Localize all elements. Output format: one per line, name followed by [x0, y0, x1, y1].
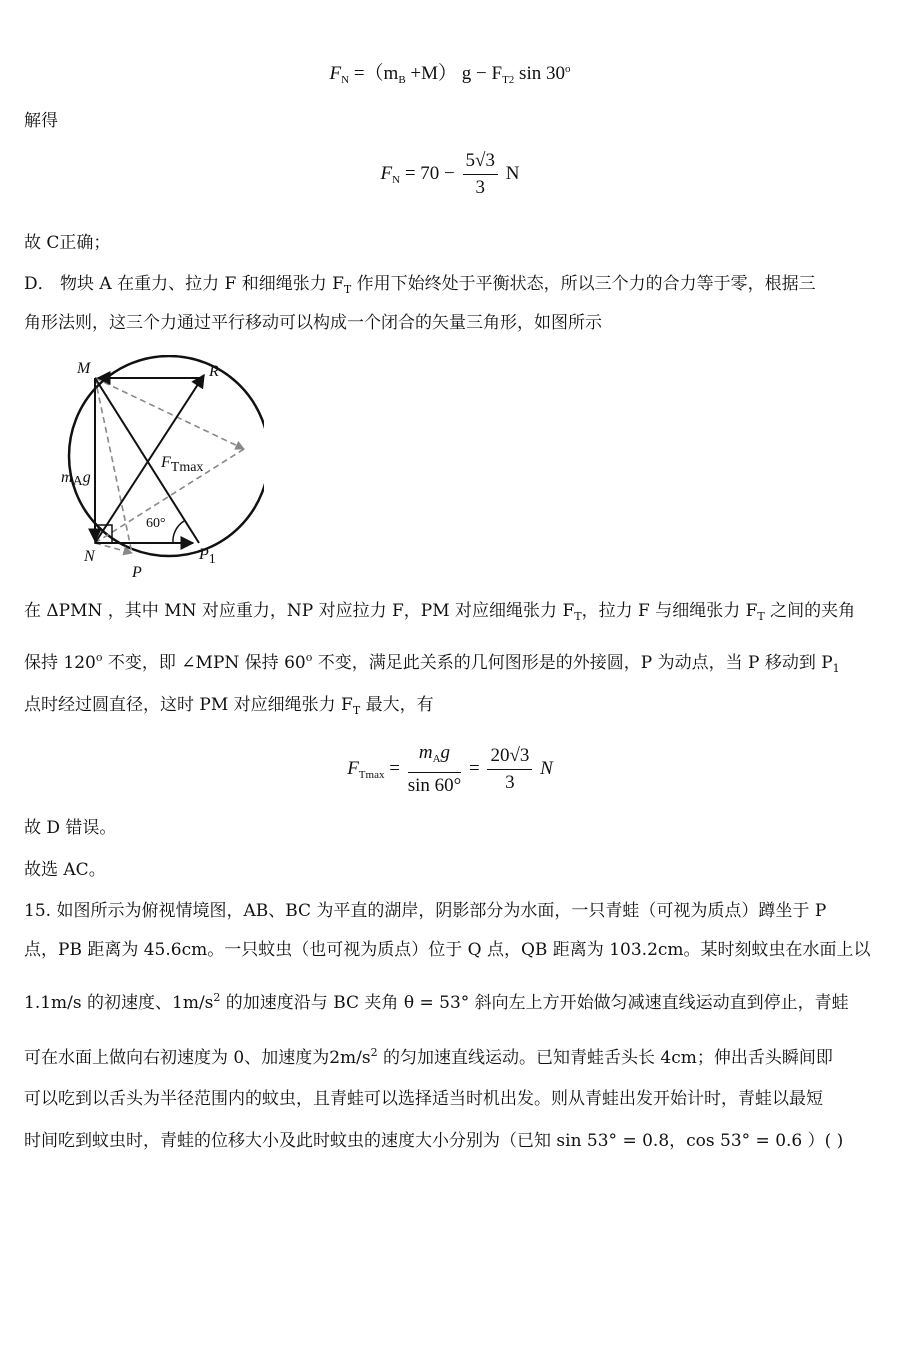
formula3-denominator-2: 3: [505, 772, 515, 793]
text-d-line1: [24, 271, 876, 303]
formula2-unit: N: [505, 162, 520, 184]
formula3-unit: N: [540, 757, 553, 779]
q15-line4-a: 可在水面上做向右初速度为 0、加速度为: [24, 1048, 330, 1068]
p1-line3-text: 点时经过圆直径，这时 PM 对应细绳张力 F: [24, 695, 353, 715]
formula1-part-a: （m: [364, 63, 399, 84]
formula2-denominator: 3: [475, 177, 485, 198]
formula1-part-b: +M） g − F: [405, 63, 503, 84]
text-p1-line1: [24, 598, 876, 630]
formula3-numerator-1: [408, 742, 462, 773]
label-r: R: [209, 363, 219, 380]
p1-line1-sub2: T: [757, 610, 765, 623]
p1-line3-sub: T: [352, 704, 361, 717]
formula-fn-balance: $F_N =(m_B +M) g - F_{T2}$ sin 30$^o$: [329, 63, 571, 86]
label-p1-main: P: [199, 546, 209, 563]
formula3-num-m: m: [418, 742, 433, 763]
ftmax-symbol: F: [347, 757, 359, 779]
text-d-wrong: 故 D 错误。: [24, 818, 117, 838]
text-d-line2: 角形法则，这三个力通过平行移动可以构成一个闭合的矢量三角形，如图所示: [24, 313, 602, 333]
formula1-part-c: sin 30: [514, 63, 565, 84]
q15-line3: [24, 985, 876, 1016]
formula2-equals: = 70 −: [400, 162, 455, 184]
formula2-numerator: 5√3: [463, 150, 498, 175]
p1-line1-tail2: 之间的夹角: [764, 601, 856, 621]
label-mag-a: A: [72, 474, 83, 489]
label-p1-sub: 1: [208, 552, 216, 567]
text-choose: 故选 AC。: [24, 860, 106, 880]
label-ftmax: [160, 454, 203, 475]
text-p1-line2: [24, 645, 876, 682]
formula3-fraction-1: [408, 742, 462, 797]
label-mag: [61, 469, 91, 489]
p1-line2-tail: 不变，即 ∠MPN 保持 60: [102, 653, 306, 673]
label-mag-m: m: [61, 469, 73, 486]
label-mag-g: g: [82, 469, 91, 486]
q15-line4: [24, 1040, 876, 1071]
formula2-fraction: [463, 150, 498, 199]
formula-ftmax: $F_{Tmax}$ = $\frac{m_Ag}{\sin 60^\circ}$ = $\frac{20√3}{3}$ N: [347, 742, 553, 796]
fn-symbol-2: F: [380, 162, 393, 184]
q15-line5: 可以吃到以舌头为半径范围内的蚊虫，且青蛙可以选择适当时机出发。则从青蛙出发开始计时，青蛙以最短: [24, 1089, 823, 1109]
q15-line3-c: 的加速度沿与 BC 夹角 θ = 53° 斜向左上方开始做匀减速直线运动直到停止，青蛙: [220, 993, 849, 1013]
p1-line2-sub: 1: [832, 662, 840, 675]
label-m: M: [77, 360, 91, 377]
q15-line4-b: 2m/s: [329, 1048, 371, 1068]
label-ftmax-sub: Tmax: [170, 460, 204, 475]
p1-line3-tail: 最大，有: [360, 695, 434, 715]
p1-line2-sup: o: [95, 651, 103, 664]
formula3-numerator-2: 20√3: [487, 745, 532, 770]
d-line1-tail: 作用下始终处于平衡状态，所以三个力的合力等于零，根据三: [351, 274, 816, 294]
q15-line3-b: 1m/s: [172, 993, 214, 1013]
q15-line3-a: 1.1m/s 的初速度、: [24, 993, 173, 1013]
formula1-degree: o: [564, 63, 571, 75]
q15-line3-sup: 2: [213, 991, 221, 1004]
text-c-correct: 故 C正确；: [24, 233, 111, 253]
angle-arc: [173, 521, 184, 543]
label-ftmax-f: F: [161, 454, 171, 471]
fn-subscript-2: N: [392, 173, 401, 186]
formula3-denominator-1: sin 60°: [407, 775, 462, 796]
ftmax-subscript: Tmax: [358, 768, 385, 781]
text-jiede: 解得: [24, 111, 58, 131]
d-line1-text: D． 物块 A 在重力、拉力 F 和细绳张力 F: [24, 274, 344, 294]
label-p1: [198, 546, 216, 567]
formula3-num-sub: A: [432, 753, 441, 765]
p1-line1-sub: T: [574, 610, 582, 623]
p1-line2-tail2: 不变，满足此关系的几何图形是的外接圆，P 为动点，当 P 移动到 P: [312, 653, 833, 673]
formula3-num-g: g: [440, 742, 451, 763]
q15-line6: 时间吃到蚊虫时，青蛙的位移大小及此时蚊虫的速度大小分别为（已知 sin 53° = 0.8，cos 53° = 0.6 ）( ): [24, 1131, 844, 1151]
fn-subscript: N: [341, 74, 350, 86]
formula-fn-result: [0, 150, 900, 199]
q15-line1: 15. 如图所示为俯视情境图，AB、BC 为平直的湖岸，阴影部分为水面，一只青蛙（可视为质点）蹲坐于 P: [24, 901, 827, 921]
label-p: P: [132, 564, 142, 581]
d-line1-sub: T: [343, 283, 352, 296]
p1-line2-sup2: o: [305, 651, 313, 664]
fn-symbol: F: [329, 63, 342, 84]
dashed-line-m-to-p: [95, 378, 132, 553]
dashed-line-n-to-p: [95, 543, 132, 553]
p1-line1-tail: ，拉力 F 与细绳张力 F: [581, 601, 758, 621]
force-triangle-diagram: [44, 355, 264, 585]
label-n: N: [84, 548, 95, 565]
q15-line4-c: 的匀加速直线运动。已知青蛙舌头长 4cm；伸出舌头瞬间即: [377, 1048, 833, 1068]
label-angle: 60°: [146, 516, 166, 531]
p1-line1-text: 在 ΔPMN ，其中 MN 对应重力，NP 对应拉力 F，PM 对应细绳张力 F: [24, 601, 575, 621]
text-p1-line3: [24, 692, 876, 724]
q15-line2: 点，PB 距离为 45.6cm。一只蚊虫（也可视为质点）位于 Q 点，QB 距离为 103.2cm。某时刻蚊虫在水面上以: [24, 940, 871, 960]
formula1-sub-b: B: [398, 74, 406, 86]
formula3-fraction-2: [487, 745, 532, 794]
p1-line2-text: 保持 120: [24, 653, 96, 673]
formula1-sub-t2: T2: [502, 74, 515, 86]
q15-line4-sup: 2: [370, 1046, 378, 1059]
